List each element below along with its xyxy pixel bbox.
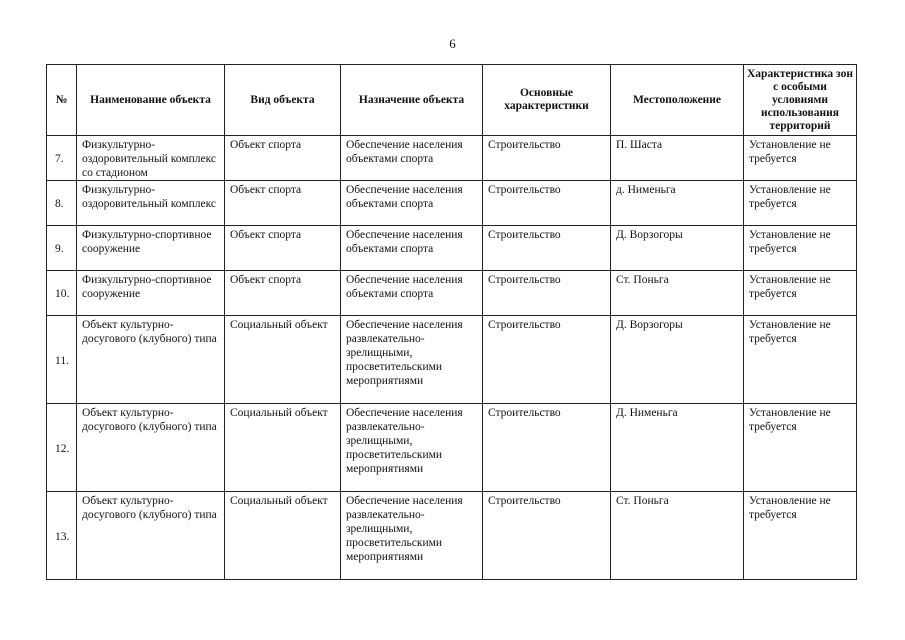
- object-name-cell: Объект культурно-досугового (клубного) типа: [77, 316, 225, 404]
- header-object-name: Наименование объекта: [77, 65, 225, 136]
- row-number: 10.: [47, 271, 77, 316]
- header-object-type: Вид объекта: [225, 65, 341, 136]
- object-type-cell: Социальный объект: [225, 492, 341, 580]
- location-cell: Ст. Поньга: [611, 271, 744, 316]
- row-number: 7.: [47, 136, 77, 181]
- table-row: [47, 492, 857, 580]
- header-location: Местоположение: [611, 65, 744, 136]
- zone-cell: Установление не требуется: [744, 492, 857, 580]
- table-row: [47, 271, 857, 316]
- object-purpose-cell: Обеспечение населения развлекательно-зрелищными, просветительскими мероприятиями: [341, 316, 483, 404]
- zone-cell: Установление не требуется: [744, 404, 857, 492]
- characteristics-cell: Строительство: [483, 226, 611, 271]
- characteristics-cell: Строительство: [483, 316, 611, 404]
- object-purpose-cell: Обеспечение населения развлекательно-зрелищными, просветительскими мероприятиями: [341, 404, 483, 492]
- location-cell: Д. Ворзогоры: [611, 316, 744, 404]
- page-number: 6: [449, 36, 456, 51]
- table-row: [47, 404, 857, 492]
- object-name-cell: Физкультурно-спортивное сооружение: [77, 226, 225, 271]
- object-type-cell: Объект спорта: [225, 271, 341, 316]
- row-number: 9.: [47, 226, 77, 271]
- object-purpose-cell: Обеспечение населения объектами спорта: [341, 271, 483, 316]
- zone-cell: Установление не требуется: [744, 271, 857, 316]
- header-main-characteristics: Основные характеристики: [483, 65, 611, 136]
- object-type-cell: Объект спорта: [225, 181, 341, 226]
- object-name-cell: Объект культурно-досугового (клубного) типа: [77, 492, 225, 580]
- header-number: №: [47, 65, 77, 136]
- row-number: 13.: [47, 492, 77, 580]
- table-row: [47, 181, 857, 226]
- location-cell: Д. Ворзогоры: [611, 226, 744, 271]
- table-row: [47, 226, 857, 271]
- zone-cell: Установление не требуется: [744, 226, 857, 271]
- row-number: 11.: [47, 316, 77, 404]
- table-row: [47, 136, 857, 181]
- object-type-cell: Объект спорта: [225, 226, 341, 271]
- zone-cell: Установление не требуется: [744, 136, 857, 181]
- object-purpose-cell: Обеспечение населения развлекательно-зрелищными, просветительскими мероприятиями: [341, 492, 483, 580]
- object-name-cell: Физкультурно-оздоровительный комплекс: [77, 181, 225, 226]
- characteristics-cell: Строительство: [483, 404, 611, 492]
- characteristics-cell: Строительство: [483, 181, 611, 226]
- object-purpose-cell: Обеспечение населения объектами спорта: [341, 181, 483, 226]
- table-row: [47, 316, 857, 404]
- object-name-cell: Физкультурно-спортивное сооружение: [77, 271, 225, 316]
- zone-cell: Установление не требуется: [744, 316, 857, 404]
- row-number: 8.: [47, 181, 77, 226]
- header-zone-characteristics: Характеристика зон с особыми условиями использования территорий: [744, 65, 857, 136]
- object-purpose-cell: Обеспечение населения объектами спорта: [341, 136, 483, 181]
- characteristics-cell: Строительство: [483, 492, 611, 580]
- location-cell: д. Нименьга: [611, 181, 744, 226]
- object-type-cell: Социальный объект: [225, 316, 341, 404]
- object-type-cell: Объект спорта: [225, 136, 341, 181]
- location-cell: Ст. Поньга: [611, 492, 744, 580]
- object-purpose-cell: Обеспечение населения объектами спорта: [341, 226, 483, 271]
- characteristics-cell: Строительство: [483, 271, 611, 316]
- object-name-cell: Объект культурно-досугового (клубного) типа: [77, 404, 225, 492]
- location-cell: Д. Нименьга: [611, 404, 744, 492]
- objects-table: [46, 64, 857, 580]
- zone-cell: Установление не требуется: [744, 181, 857, 226]
- characteristics-cell: Строительство: [483, 136, 611, 181]
- object-name-cell: Физкультурно-оздоровительный комплекс со стадионом: [77, 136, 225, 181]
- header-object-purpose: Назначение объекта: [341, 65, 483, 136]
- location-cell: П. Шаста: [611, 136, 744, 181]
- object-type-cell: Социальный объект: [225, 404, 341, 492]
- row-number: 12.: [47, 404, 77, 492]
- table-header-row: [47, 65, 857, 136]
